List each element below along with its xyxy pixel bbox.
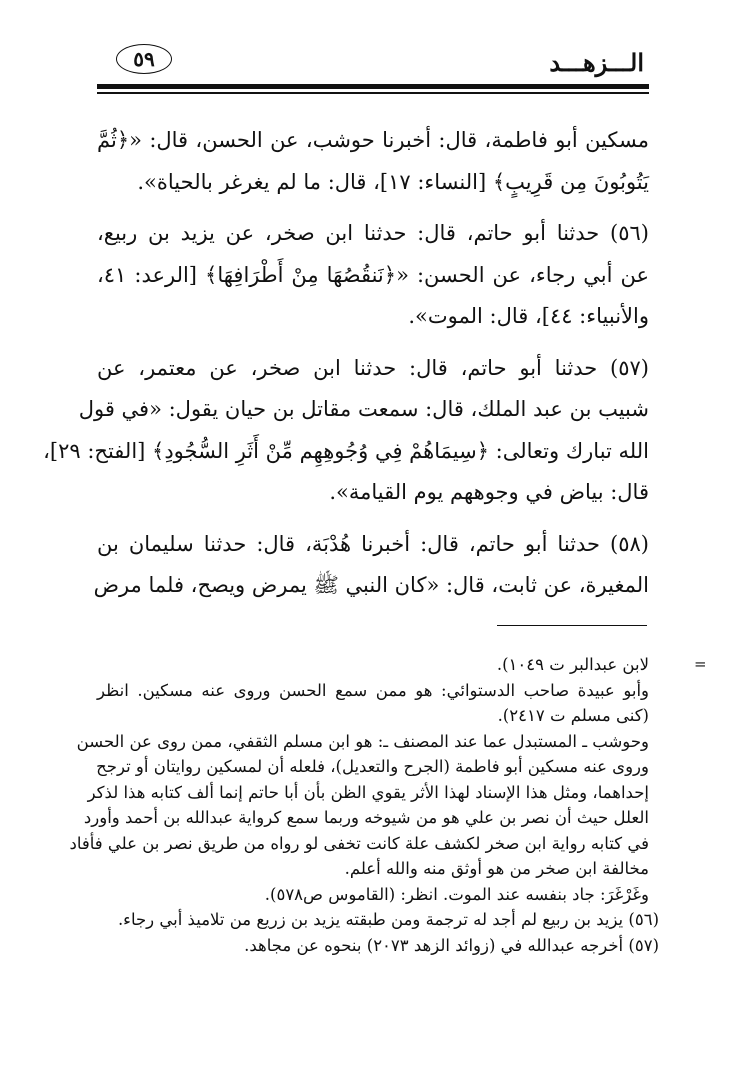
paragraph-58 [93,524,649,607]
text-line: قال: بياض في وجوههم يوم القيامة». [329,480,649,504]
paragraph-57 [43,348,649,514]
footnote-line: وأبو عبيدة صاحب الدستوائي: هو ممن سمع الحسن وروى عنه مسكين. انظر [97,680,649,700]
header-rule-thick [97,84,649,89]
footnote-57: (٥٧) أخرجه عبدالله في (زوائد الزهد ٢٠٧٣) بنحوه عن مجاهد. [244,935,659,955]
footnote-line: في كتابه رواية ابن صخر لكشف علة كانت تخفى لو رواه من طريق نصر بن علي فأفاد [69,833,649,853]
footnote-line: لابن عبدالبر ت ١٠٤٩). [496,655,649,674]
footnote-line: وروى عنه مسكين أبو فاطمة (الجرح والتعديل)، فلعله أن لمسكين روايتان أو ترجح [96,757,649,776]
footnote-line: إحداهما، ومثل هذا الإسناد لهذا الأثر يقوي الظن بأن أبا حاتم إنما ألف كتابه هذا لذكر [87,782,649,802]
text-line: يَتُوبُونَ مِن قَرِيبٍ﴾ [النساء: ١٧]، قال: ما لم يغرغر بالحياة». [137,169,649,194]
main-text [43,120,649,617]
text-line: عن أبي رجاء، عن الحسن: «﴿نَنقُصُهَا مِنْ أَطْرَافِهَا﴾ [الرعد: ٤١، [97,262,649,287]
footnote-56: (٥٦) يزيد بن ربيع لم أجد له ترجمة ومن طبقته يزيد بن زريع من تلاميذ أبي رجاء. [117,910,659,929]
page-number [116,44,172,74]
text-line: الله تبارك وتعالى: ﴿سِيمَاهُمْ فِي وُجُوهِهِم مِّنْ أَثَرِ السُّجُودِ﴾ [الفتح: ٢٩]، [43,438,649,463]
text-line: (٥٧) حدثنا أبو حاتم، قال: حدثنا ابن صخر، عن معتمر، عن [97,355,649,380]
paragraph-continuation [97,120,649,203]
footnote-line: (كنى مسلم ت ٢٤١٧). [497,706,649,725]
text-line: مسكين أبو فاطمة، قال: أخبرنا حوشب، عن الحسن، قال: «﴿ثُمَّ [97,128,649,152]
paragraph-56 [97,213,649,338]
footnote-continuation-mark: = [694,655,707,673]
footnote-line: وغَرْغَرَ: جاد بنفسه عند الموت. انظر: (القاموس ص٥٧٨). [264,884,649,904]
footnote-line: مخالفة ابن صخر من هو أوثق منه والله أعلم. [344,859,649,878]
running-title: الـــزهـــد [549,48,644,77]
text-line: المغيرة، عن ثابت، قال: «كان النبي ﷺ يمرض ويصح، فلما مرض [93,573,649,597]
text-line: (٥٦) حدثنا أبو حاتم، قال: حدثنا ابن صخر، عن يزيد بن ربيع، [97,221,649,245]
text-line: شبيب بن عبد الملك، قال: سمعت مقاتل بن حيان يقول: «في قول [78,397,649,421]
page-number-text: ٥٩ [133,47,155,71]
text-line: والأنبياء: ٤٤]، قال: الموت». [408,304,649,328]
footnotes [69,652,659,958]
footnote-line: العلل حيث أن نصر بن علي هو من شيوخه وربما سمع كرواية عبدالله بن أحمد وأورد [83,808,649,827]
footnote-line: وحوشب ـ المستبدل عما عند المصنف ـ: هو ابن مسلم الثقفي، ممن روى عن الحسن [76,731,649,751]
footnote-rule [497,625,647,626]
header-rule-thin [97,92,649,94]
text-line: (٥٨) حدثنا أبو حاتم، قال: أخبرنا هُدْبَة، قال: حدثنا سليمان بن [97,531,649,556]
